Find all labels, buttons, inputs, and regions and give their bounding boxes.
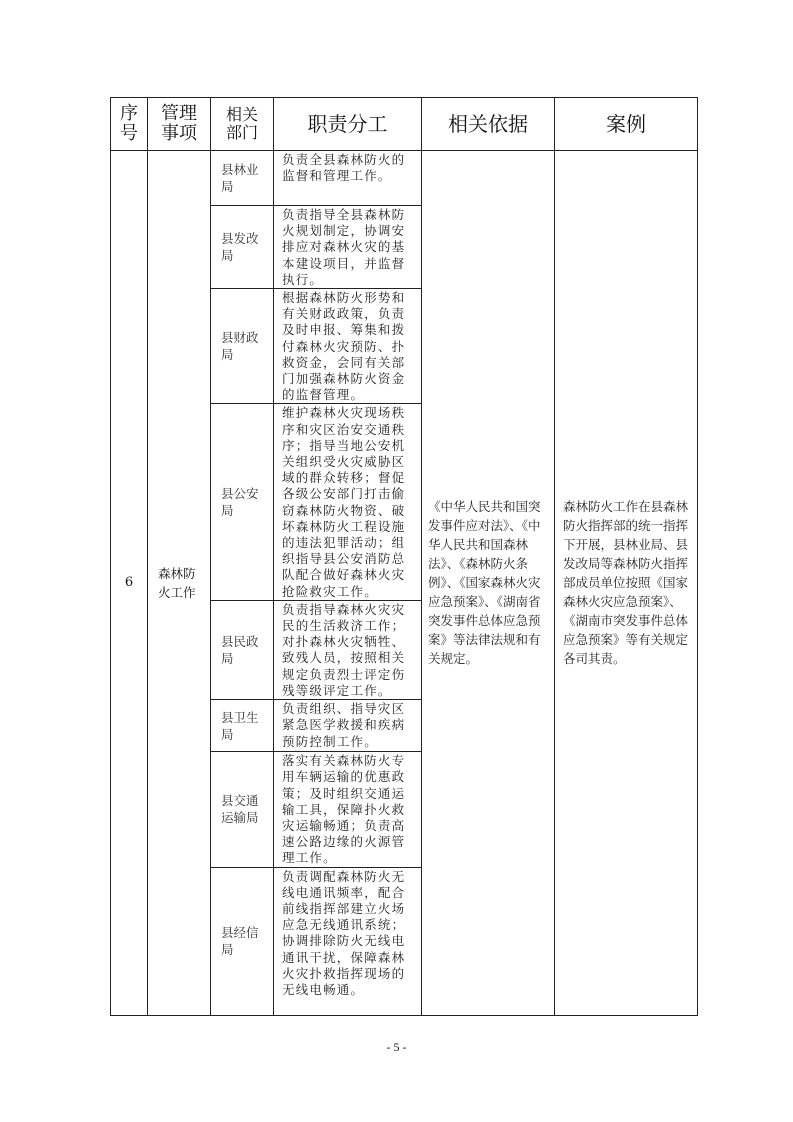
legal-basis: 《中华人民共和国突发事件应对法》、《中华人民共和国森林法》、《森林防火条例》、《国家森林火灾应急预案》、《湖南省突发事件总体应急预案》等法律法规和有关规定。	[422, 151, 555, 1016]
header-item: 管理事项	[148, 98, 211, 151]
management-item: 森林防火工作	[148, 151, 211, 1016]
dept-name: 县经信局	[211, 867, 274, 1015]
dept-name: 县民政局	[211, 600, 274, 699]
header-row	[111, 98, 698, 151]
dept-name: 县发改局	[211, 206, 274, 289]
dept-duty: 负责组织、指导灾区紧急医学救援和疾病预防控制工作。	[274, 700, 422, 752]
table-row	[111, 151, 698, 206]
dept-duty: 维护森林火灾现场秩序和灾区治安交通秩序；指导当地公安机关组织受火灾威胁区域的群众转移；督促各级公安部门打击偷窃森林防火物资、破坏森林防火工程设施的违法犯罪活动；组织指导县公安消防总队配合做好森林火灾抢险救灾工作。	[274, 404, 422, 600]
dept-duty: 负责全县森林防火的监督和管理工作。	[274, 151, 422, 206]
dept-duty: 负责指导森林火灾灾民的生活救济工作；对扑森林火灾牺牲、致残人员，按照相关规定负责烈士评定伤残等级评定工作。	[274, 600, 422, 699]
header-duty: 职责分工	[274, 98, 422, 151]
header-no: 序号	[111, 98, 148, 151]
dept-name: 县卫生局	[211, 700, 274, 752]
dept-duty: 负责指导全县森林防火规划制定，协调安排应对森林火灾的基本建设项目，并监督执行。	[274, 206, 422, 289]
row-number: 6	[111, 151, 148, 1016]
case-text: 森林防火工作在县森林防火指挥部的统一指挥下开展，县林业局、县发改局等森林防火指挥部成员单位按照《国家森林火灾应急预案》、《湖南市突发事件总体应急预案》等有关规定各司其责。	[555, 151, 698, 1016]
page-number: - 5 -	[386, 1040, 407, 1054]
dept-duty: 负责调配森林防火无线电通讯频率，配合前线指挥部建立火场应急无线通讯系统；协调排除防火无线电通讯干扰，保障森林火灾扑救指挥现场的无线电畅通。	[274, 867, 422, 1015]
dept-duty: 根据森林防火形势和有关财政政策，负责及时申报、筹集和拨付森林火灾预防、扑救资金，会同有关部门加强森林防火资金的监督管理。	[274, 289, 422, 404]
dept-name: 县交通运输局	[211, 752, 274, 867]
header-case: 案例	[555, 98, 698, 151]
dept-duty: 落实有关森林防火专用车辆运输的优惠政策；及时组织交通运输工具，保障扑火救灾运输畅通；负责高速公路边缘的火源管理工作。	[274, 752, 422, 867]
header-basis: 相关依据	[422, 98, 555, 151]
dept-name: 县财政局	[211, 289, 274, 404]
header-dept: 相关部门	[211, 98, 274, 151]
dept-name: 县林业局	[211, 151, 274, 206]
responsibility-table	[110, 97, 698, 1016]
dept-name: 县公安局	[211, 404, 274, 600]
